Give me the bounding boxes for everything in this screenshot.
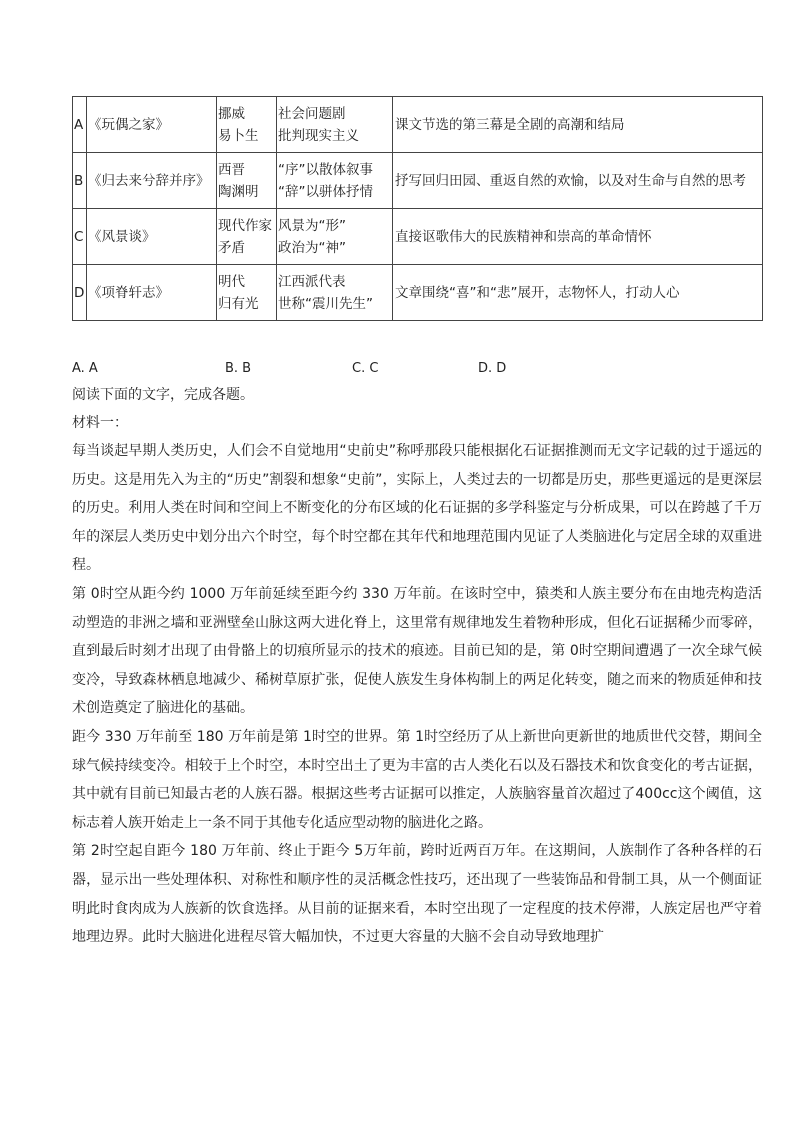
author-cell	[217, 209, 277, 265]
work-title: 《玩偶之家》	[87, 97, 217, 153]
table-row	[73, 153, 763, 209]
answer-choices	[72, 361, 762, 381]
author-name: 归有光	[218, 295, 259, 312]
author-name: 陶渊明	[218, 183, 259, 200]
genre-cell	[277, 97, 393, 153]
paragraph-line: 第 2时空起自距今 180 万年前、终止于距今 5万年前，跨时近两百万年。在这期间，人族制作了各种各样	[72, 843, 734, 860]
genre-line: 风景为“形”	[278, 217, 346, 234]
paragraph-line: 400cc这个阈值，这标志着人族开始走上一条不同于其他专化适应型动物的脑进化之路。	[72, 786, 762, 831]
answer-option-c[interactable]: C. C	[352, 361, 379, 376]
paragraph-line: 些更遥远的是更深层的历史。利用人类在时间和空间上不断变化的分布区域的化石证据的多学科鉴定与分	[72, 471, 763, 517]
author-origin: 西晋	[218, 161, 245, 178]
work-title: 《归去来兮辞并序》	[87, 153, 217, 209]
genre-line: 世称“震川先生”	[278, 295, 373, 312]
paragraph	[72, 437, 762, 580]
paragraph-line: 考古证据，其中就有目前已知最古老的人族石器。根据这些考古证据可以推定，人族脑容量首次超过了	[72, 757, 763, 803]
paragraph-line: 的石器，显示出一些处理体积、对称性和顺序性的灵活概念性技巧，还出现了一些装饰品和骨制工具，从	[72, 843, 763, 888]
reading-instruction: 阅读下面的文字，完成各题。	[72, 387, 254, 403]
paragraph-line: 距今 330 万年前至 180 万年前是第 1时空的世界。第 1时空经历了从上新世向更新世的地质世代交替，期	[72, 728, 734, 745]
description-cell: 直接讴歌伟大的民族精神和崇高的革命情怀	[393, 209, 763, 265]
description-cell: 课文节选的第三幕是全剧的高潮和结局	[393, 97, 763, 153]
author-name: 矛盾	[218, 239, 245, 256]
answer-option-a[interactable]: A. A	[72, 361, 98, 376]
paragraph-line: 于遥远的历史。这是用先入为主的“历史”割裂和想象“史前”，实际上，人类过去的一切都是历史，那	[72, 443, 762, 488]
genre-line: 政治为“神”	[278, 239, 346, 256]
paragraph-line: 第 0时空从距今约 1000 万年前延续至距今约 330 万年前。在该时空中，猿类和人族主要分布在由地壳构造	[72, 585, 748, 602]
author-cell	[217, 97, 277, 153]
paragraph-line: 每当谈起早期人类历史，人们会不自觉地用“史前史”称呼那段只能根据化石证据推测而无文字记载的过	[72, 443, 706, 459]
author-origin: 明代	[218, 273, 245, 290]
work-title: 《项脊轩志》	[87, 265, 217, 321]
table-row	[73, 209, 763, 265]
paragraph	[72, 837, 762, 951]
genre-line: 江西派代表	[278, 273, 346, 290]
paragraph	[72, 723, 762, 837]
paragraph	[72, 580, 762, 723]
author-origin: 现代作家	[218, 217, 272, 234]
answer-option-d[interactable]: D. D	[478, 361, 507, 376]
genre-cell	[277, 209, 393, 265]
table-row	[73, 265, 763, 321]
paragraph-line: 间全球气候持续变冷。相较于上个时空，本时空出土了更为丰富的古人类化石以及石器技术和饮食变化的	[72, 728, 762, 774]
table-row	[73, 97, 763, 153]
material-label: 材料一：	[72, 415, 128, 431]
genre-cell	[277, 153, 393, 209]
description-cell: 抒写回归田园、重返自然的欢愉，以及对生命与自然的思考	[393, 153, 763, 209]
option-letter: D	[73, 265, 87, 321]
paragraph-line: 一个侧面证明此时食肉成为人族新的饮食选择。从目前的证据来看，本时空出现了一定程度的技术停滞，	[72, 871, 763, 917]
paragraph-line: 活动塑造的非洲之墙和亚洲壁垒山脉这两大进化脊上，这里常有规律地发生着物种形成，但化石证据稀少而	[72, 585, 762, 631]
genre-line: 社会问题剧	[278, 105, 346, 122]
author-name: 易卜生	[218, 127, 259, 144]
genre-line: “序”以散体叙事	[278, 161, 373, 178]
author-cell	[217, 153, 277, 209]
author-origin: 挪威	[218, 105, 245, 122]
author-cell	[217, 265, 277, 321]
genre-line: “辞”以骈体抒情	[278, 183, 373, 200]
paragraph-line: 而来的物质延伸和技术创造奠定了脑进化的基础。	[72, 671, 763, 717]
paragraph-line: 析成果，可以在跨越了千万年的深层人类历史中划分出六个时空，每个时空都在其年代和地理范围内见证	[72, 500, 763, 545]
answer-option-b[interactable]: B. B	[225, 361, 252, 376]
description-cell: 文章围绕“喜”和“悲”展开，志物怀人，打动人心	[393, 265, 763, 321]
genre-line: 批判现实主义	[278, 127, 359, 144]
option-letter: C	[73, 209, 87, 265]
genre-cell	[277, 265, 393, 321]
paragraph-line: 零碎，直到最后时刻才出现了由骨骼上的切痕所显示的技术的痕迹。目前已知的是，第 0时空期间遭遇了	[72, 614, 763, 660]
paragraph-line: 了人类脑进化与定居全球的双重进程。	[72, 528, 763, 574]
paragraph-line: 人族定居也严守着地理边界。此时大脑进化进程尽管大幅加快，不过更大容量的大脑不会自动导致地理扩	[72, 900, 763, 946]
work-title: 《风景谈》	[87, 209, 217, 265]
option-letter: B	[73, 153, 87, 209]
options-table	[72, 96, 763, 321]
option-letter: A	[73, 97, 87, 153]
page-content	[72, 96, 762, 952]
paragraph-line: 一次全球气候变冷，导致森林栖息地减少、稀树草原扩张，促使人族发生身体构制上的两足化转变，随之	[72, 643, 763, 688]
